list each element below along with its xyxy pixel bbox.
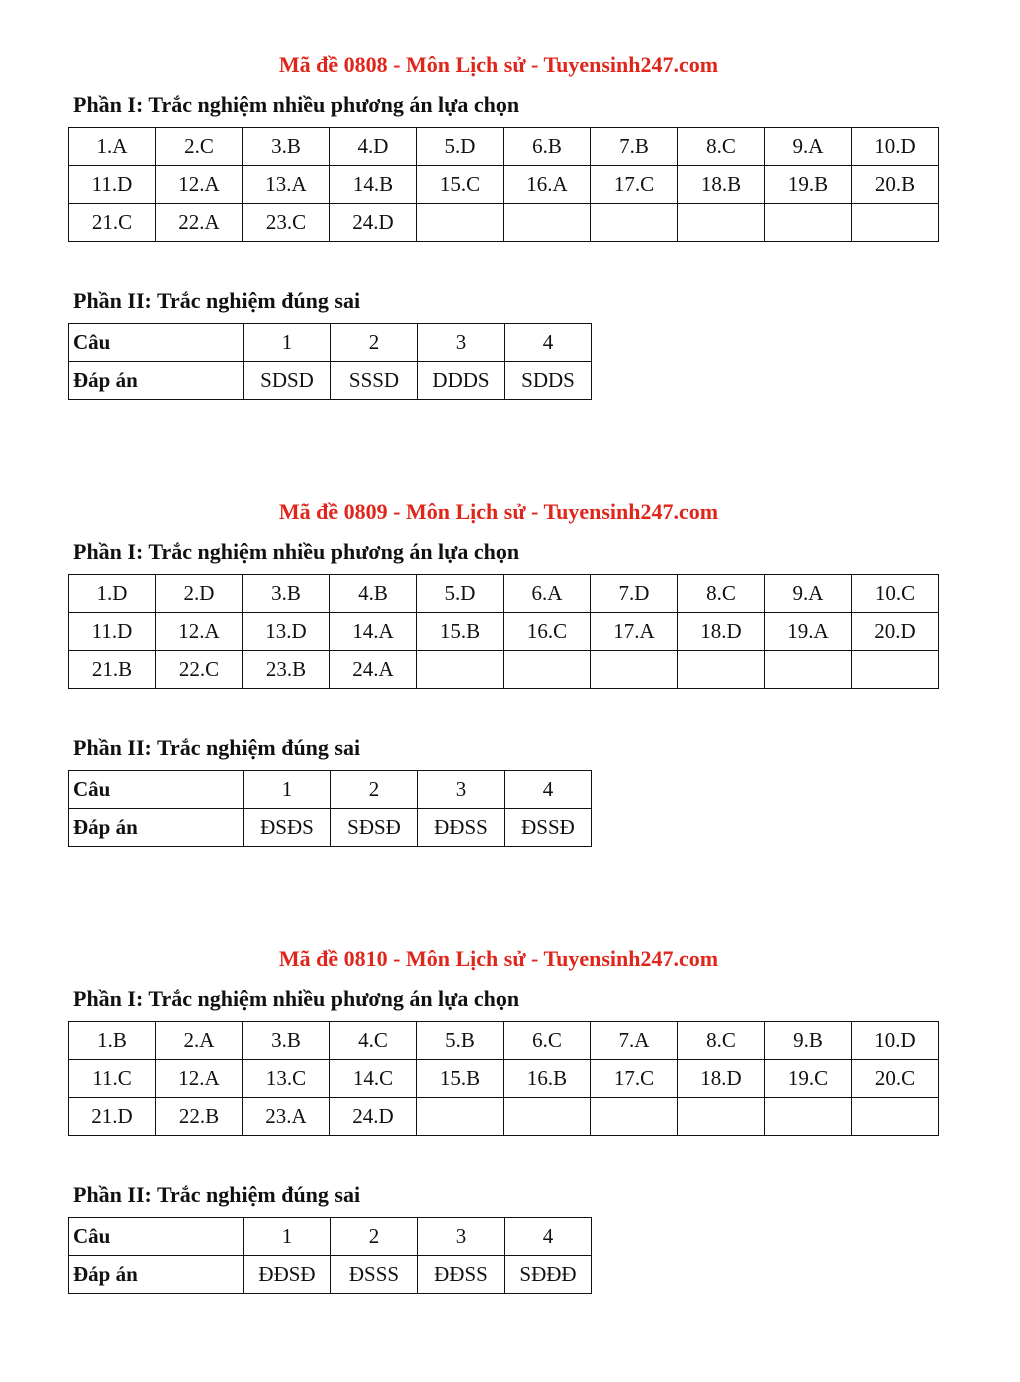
answer-cell: 21.B — [69, 651, 156, 689]
answer-cell — [852, 204, 939, 242]
answer-cell: 1.A — [69, 128, 156, 166]
table-row — [69, 128, 939, 166]
exam-title: Mã đề 0810 - Môn Lịch sử - Tuyensinh247.com — [278, 946, 719, 971]
question-number-cell: 1 — [244, 324, 331, 362]
question-number-cell: 3 — [418, 324, 505, 362]
answer-cell: 20.D — [852, 613, 939, 651]
answer-cell — [765, 651, 852, 689]
row-label: Đáp án — [69, 1256, 244, 1294]
table-row — [69, 809, 592, 847]
answer-cell: 8.C — [678, 128, 765, 166]
answer-cell: 4.B — [330, 575, 417, 613]
answer-cell: 6.C — [504, 1022, 591, 1060]
multiple-choice-table — [68, 574, 939, 689]
row-label: Câu — [69, 771, 244, 809]
answer-cell: 16.A — [504, 166, 591, 204]
answer-cell: 19.A — [765, 613, 852, 651]
answer-cell: 15.B — [417, 1060, 504, 1098]
answer-cell — [504, 1098, 591, 1136]
answer-cell: 19.B — [765, 166, 852, 204]
answer-cell: 20.C — [852, 1060, 939, 1098]
answer-cell: 10.C — [852, 575, 939, 613]
answer-cell: 13.A — [243, 166, 330, 204]
section-1-heading: Phần I: Trắc nghiệm nhiều phương án lựa chọn — [73, 986, 520, 1011]
answer-cell: ĐSĐS — [244, 809, 331, 847]
exam-title: Mã đề 0808 - Môn Lịch sử - Tuyensinh247.com — [278, 52, 719, 77]
table-row — [69, 362, 592, 400]
answer-cell: 11.D — [69, 613, 156, 651]
table-row — [69, 1022, 939, 1060]
answer-cell: 23.A — [243, 1098, 330, 1136]
answer-cell: 15.B — [417, 613, 504, 651]
answer-cell: 23.C — [243, 204, 330, 242]
answer-cell: 19.C — [765, 1060, 852, 1098]
table-row — [69, 575, 939, 613]
row-label: Đáp án — [69, 362, 244, 400]
question-number-cell: 4 — [505, 771, 592, 809]
row-label: Câu — [69, 324, 244, 362]
answer-cell: 3.B — [243, 575, 330, 613]
answer-cell: 5.D — [417, 575, 504, 613]
table-row — [69, 166, 939, 204]
true-false-table — [68, 323, 592, 400]
answer-cell: 1.D — [69, 575, 156, 613]
row-label: Đáp án — [69, 809, 244, 847]
answer-cell: 3.B — [243, 1022, 330, 1060]
exam-code-block — [0, 894, 1020, 1334]
answer-cell: 18.B — [678, 166, 765, 204]
answer-cell — [417, 1098, 504, 1136]
answer-cell: 22.C — [156, 651, 243, 689]
answer-cell — [591, 651, 678, 689]
answer-cell — [678, 204, 765, 242]
answer-cell: 12.A — [156, 613, 243, 651]
answer-cell: 2.C — [156, 128, 243, 166]
answer-cell: SDDS — [505, 362, 592, 400]
answer-cell — [852, 651, 939, 689]
answer-cell: 24.A — [330, 651, 417, 689]
answer-cell: 4.C — [330, 1022, 417, 1060]
answer-cell: 1.B — [69, 1022, 156, 1060]
answer-cell: 12.A — [156, 166, 243, 204]
table-row — [69, 1256, 592, 1294]
answer-cell: 17.A — [591, 613, 678, 651]
answer-cell: 16.C — [504, 613, 591, 651]
answer-cell: SSSD — [331, 362, 418, 400]
question-number-cell: 1 — [244, 1218, 331, 1256]
answer-cell: SĐSĐ — [331, 809, 418, 847]
row-label: Câu — [69, 1218, 244, 1256]
exam-code-block — [0, 0, 1020, 440]
answer-cell: 2.D — [156, 575, 243, 613]
true-false-table — [68, 770, 592, 847]
answer-cell — [852, 1098, 939, 1136]
question-number-cell: 4 — [505, 1218, 592, 1256]
answer-cell: 6.A — [504, 575, 591, 613]
section-2-heading: Phần II: Trắc nghiệm đúng sai — [73, 288, 361, 313]
table-row — [69, 651, 939, 689]
multiple-choice-table — [68, 127, 939, 242]
answer-cell: 24.D — [330, 1098, 417, 1136]
answer-cell: 14.C — [330, 1060, 417, 1098]
question-number-cell: 4 — [505, 324, 592, 362]
answer-cell: 22.A — [156, 204, 243, 242]
answer-cell: 6.B — [504, 128, 591, 166]
answer-cell — [765, 204, 852, 242]
answer-cell — [678, 1098, 765, 1136]
answer-cell: 5.D — [417, 128, 504, 166]
answer-cell: ĐĐSS — [418, 809, 505, 847]
answer-cell: 8.C — [678, 1022, 765, 1060]
answer-cell: 15.C — [417, 166, 504, 204]
answer-cell — [765, 1098, 852, 1136]
answer-cell: ĐĐSS — [418, 1256, 505, 1294]
answer-cell: 7.B — [591, 128, 678, 166]
answer-cell — [417, 651, 504, 689]
answer-cell: ĐSSS — [331, 1256, 418, 1294]
answer-cell: ĐSSĐ — [505, 809, 592, 847]
table-row — [69, 1218, 592, 1256]
answer-cell: 7.D — [591, 575, 678, 613]
answer-cell: 17.C — [591, 166, 678, 204]
answer-cell: 14.B — [330, 166, 417, 204]
table-row — [69, 324, 592, 362]
answer-cell: 5.B — [417, 1022, 504, 1060]
answer-cell — [504, 651, 591, 689]
answer-cell: 11.C — [69, 1060, 156, 1098]
question-number-cell: 2 — [331, 1218, 418, 1256]
answer-cell: 21.D — [69, 1098, 156, 1136]
true-false-table — [68, 1217, 592, 1294]
multiple-choice-table — [68, 1021, 939, 1136]
exam-title: Mã đề 0809 - Môn Lịch sử - Tuyensinh247.com — [278, 499, 719, 524]
section-1-heading: Phần I: Trắc nghiệm nhiều phương án lựa chọn — [73, 92, 520, 117]
answer-cell: 20.B — [852, 166, 939, 204]
answer-cell: SDSD — [244, 362, 331, 400]
table-row — [69, 1098, 939, 1136]
question-number-cell: 2 — [331, 324, 418, 362]
answer-cell: 3.B — [243, 128, 330, 166]
answer-cell — [591, 1098, 678, 1136]
answer-cell: 23.B — [243, 651, 330, 689]
answer-cell: 13.C — [243, 1060, 330, 1098]
answer-cell — [504, 204, 591, 242]
answer-cell: DDDS — [418, 362, 505, 400]
section-2-heading: Phần II: Trắc nghiệm đúng sai — [73, 1182, 361, 1207]
table-row — [69, 613, 939, 651]
answer-cell: 2.A — [156, 1022, 243, 1060]
answer-cell: 14.A — [330, 613, 417, 651]
answer-cell: 21.C — [69, 204, 156, 242]
section-2-heading: Phần II: Trắc nghiệm đúng sai — [73, 735, 361, 760]
answer-cell: 9.A — [765, 575, 852, 613]
answer-cell: 22.B — [156, 1098, 243, 1136]
table-row — [69, 204, 939, 242]
answer-cell: 11.D — [69, 166, 156, 204]
answer-cell: 18.D — [678, 1060, 765, 1098]
answer-cell — [591, 204, 678, 242]
table-row — [69, 771, 592, 809]
answer-cell: 9.A — [765, 128, 852, 166]
answer-cell — [678, 651, 765, 689]
question-number-cell: 1 — [244, 771, 331, 809]
answer-cell: 4.D — [330, 128, 417, 166]
answer-cell: 7.A — [591, 1022, 678, 1060]
answer-cell: 9.B — [765, 1022, 852, 1060]
answer-cell: 10.D — [852, 1022, 939, 1060]
answer-cell: 12.A — [156, 1060, 243, 1098]
answer-cell — [417, 204, 504, 242]
exam-code-block — [0, 447, 1020, 887]
answer-cell: 16.B — [504, 1060, 591, 1098]
question-number-cell: 2 — [331, 771, 418, 809]
answer-cell: 17.C — [591, 1060, 678, 1098]
question-number-cell: 3 — [418, 771, 505, 809]
answer-cell: SĐĐĐ — [505, 1256, 592, 1294]
table-row — [69, 1060, 939, 1098]
answer-cell: 24.D — [330, 204, 417, 242]
answer-cell: 13.D — [243, 613, 330, 651]
answer-cell: 18.D — [678, 613, 765, 651]
question-number-cell: 3 — [418, 1218, 505, 1256]
answer-cell: 10.D — [852, 128, 939, 166]
answer-cell: 8.C — [678, 575, 765, 613]
section-1-heading: Phần I: Trắc nghiệm nhiều phương án lựa chọn — [73, 539, 520, 564]
answer-cell: ĐĐSĐ — [244, 1256, 331, 1294]
